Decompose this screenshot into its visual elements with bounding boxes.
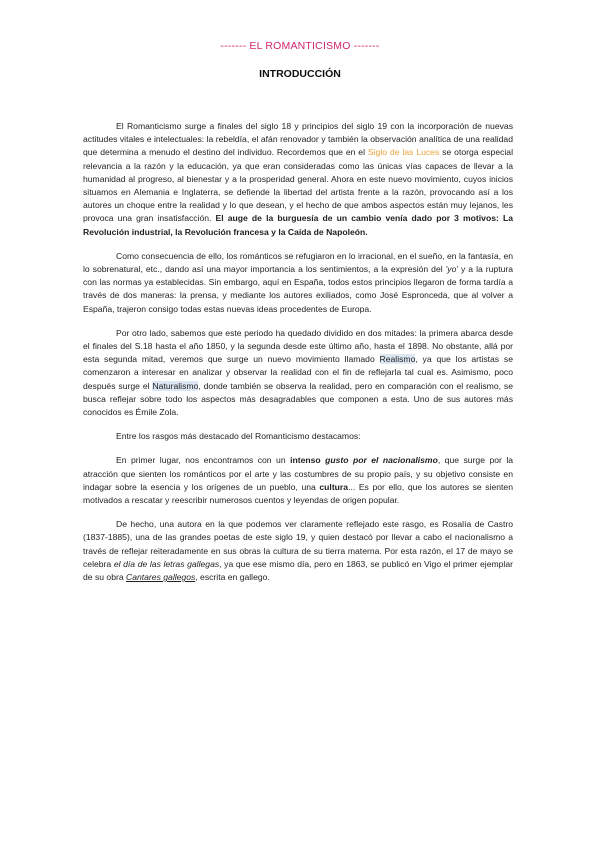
paragraph-4: Entre los rasgos más destacado del Romanticismo destacamos: bbox=[116, 431, 361, 442]
paragraph-3 bbox=[83, 327, 513, 419]
paragraph-5-text-a: En primer lugar, nos encontramos con un bbox=[116, 455, 291, 466]
yo-italic: 'yo' bbox=[445, 264, 459, 275]
section-heading: INTRODUCCIÓN bbox=[259, 68, 341, 80]
paragraph-1-text-b: se otorga especial relevancia a la razón y la educación, ya que eran consideradas como las únicas vías capaces de llevar a la humanidad al progreso, al bienestar y a la prosperidad general. Ahora en este nuevo movimiento, cuyos inicios situamos en Alemania e Inglaterra, se defiende la libertad del artista frente a la razón, provocando así a los autores un choque entre la realidad y lo que desean, y el hecho de que ambos aspectos están muy lejanos, les provoca una gran insatisfacción. bbox=[83, 147, 513, 224]
paragraph-2 bbox=[83, 250, 513, 316]
paragraph-3-text-a: Por otro lado, sabemos que este periodo ha quedado dividido en dos mitades: la primera abarca desde el finales del S.18 hasta el año 1850, y la segunda desde este último año, hasta el 1898. No obstante, allá por esta segunda mitad, veremos que surge un nuevo movimiento llamado bbox=[83, 327, 513, 365]
cultura-bold: cultura bbox=[319, 481, 349, 492]
paragraph-6-text-a: De hecho, una autora en la que podemos ver claramente reflejado este rasgo, es Rosalía de Castro (1837-1885), una de las grandes poetas de este siglo 19, y quien destacó por llevar a cabo el nacionalismo a través de reflejar reiteradamente en sus obras la cultura de su tierra materna. Por esta razón, el 17 de mayo se celebra bbox=[83, 519, 513, 569]
paragraph-5-text-c: ... Es por ello, que los autores se sienten motivados a rescatar y reescribir numerosos cuentos y leyendas de origen popular. bbox=[83, 481, 513, 506]
intenso-bold: intenso bbox=[290, 455, 326, 466]
paragraph-2-text-b: y a la ruptura con las normas ya establecidas. Sin embargo, aquí en España, todos estos principios llegaron de forma tardía a través de dos maneras: la prensa, y mediante los autores exiliados, como José Espronceda, que al volver a España, trajeron consigo todas estas nuevas ideas procedentes de Europa. bbox=[83, 264, 514, 314]
naturalismo-highlight: Naturalismo bbox=[152, 380, 199, 391]
paragraph-6-text-c: , escrita en gallego. bbox=[195, 572, 270, 583]
paragraph-6-text-b: , ya que ese mismo día, pero en 1863, se publicó en Vigo el primer ejemplar de su obra bbox=[83, 558, 513, 583]
realismo-highlight: Realismo bbox=[379, 354, 416, 365]
paragraph-5-text-b: , que surge por la atracción que sienten los románticos por el arte y las costumbres de su propio país, y su objetivo consiste en indagar sobre la esencia y los orígenes de un pueblo, una bbox=[83, 455, 514, 492]
paragraph-3-text-b: , ya que los artistas se comenzaron a interesar en analizar y observar la realidad con el fin de reflejarla tal cual es. Asimismo, poco después surge el bbox=[83, 354, 513, 391]
paragraph-1-bold: El auge de la burguesía de un cambio venía dado por 3 motivos: La Revolución industrial, la Revolución francesa y la Caída de Napoleón. bbox=[83, 213, 513, 237]
document-title: ------- EL ROMANTICISMO ------- bbox=[220, 40, 380, 52]
paragraph-2-text-a: Como consecuencia de ello, los románticos se refugiaron en lo irracional, en el sueño, en la fantasía, en lo sobrenatural, etc., dando así una mayor importancia a los sentimientos, a la expresión del bbox=[83, 250, 513, 275]
nacionalismo-bold-italic: gusto por el nacionalismo bbox=[325, 455, 438, 466]
paragraph-6 bbox=[83, 518, 513, 584]
cantares-gallegos-title: Cantares gallegos bbox=[126, 572, 196, 583]
paragraph-5 bbox=[83, 454, 513, 507]
paragraph-1-text-a: El Romanticismo surge a finales del siglo 18 y principios del siglo 19 con la incorporación de nuevas actitudes vitales e intelectuales: la rebeldía, el afán renovador y también la observación analítica de una realidad que determina a menudo el destino del individuo. Recordemos que en el bbox=[83, 121, 513, 158]
paragraph-1 bbox=[83, 120, 513, 239]
paragraph-3-text-c: , donde también se observa la realidad, pero en comparación con el realismo, se busca reflejar sobre todo los aspectos más desagradables que componen a esta. Uno de sus autores más conocidos es Émile Zola. bbox=[83, 380, 513, 418]
document-body bbox=[83, 120, 513, 595]
siglo-de-las-luces-highlight: Siglo de las Luces bbox=[367, 147, 440, 158]
dia-letras-gallegas-italic: el día de las letras gallegas bbox=[113, 558, 220, 569]
